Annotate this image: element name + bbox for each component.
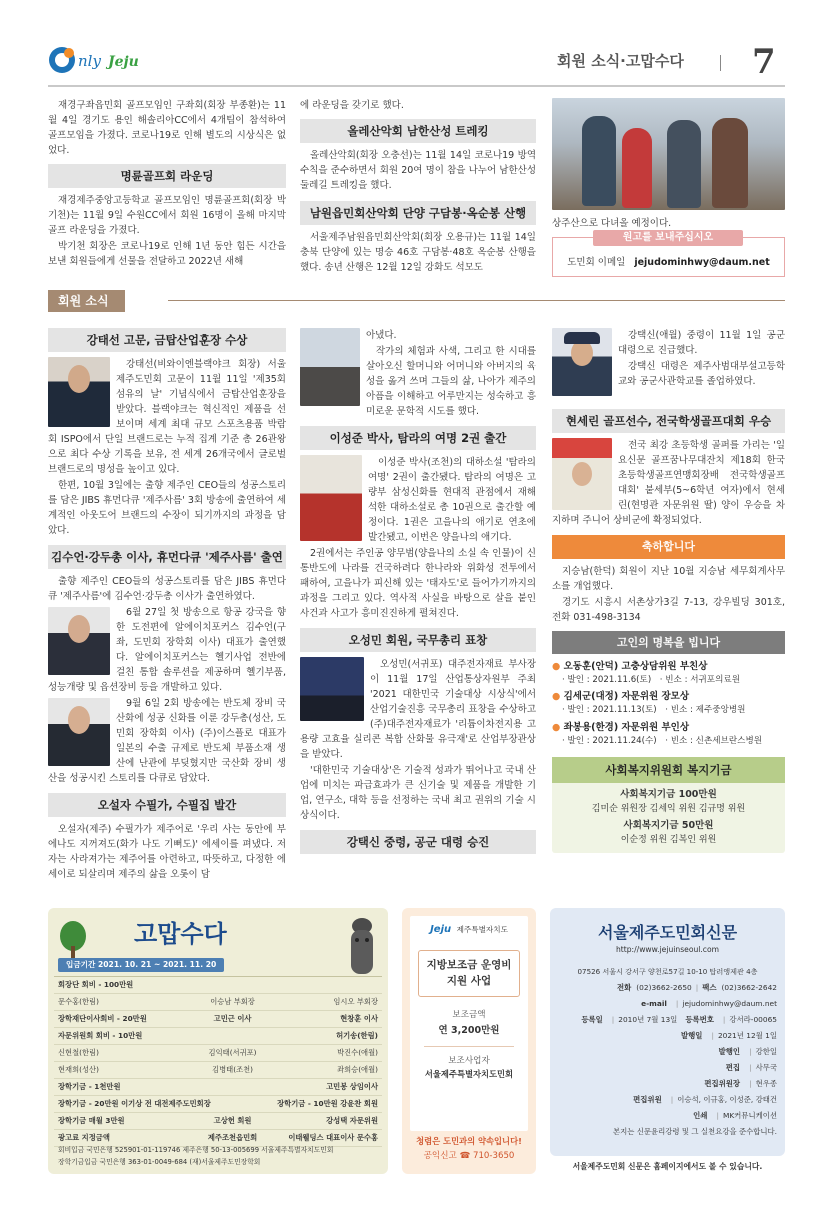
ad-slogan: 청렴은 도민과의 약속입니다!: [416, 1136, 522, 1146]
article-paragraph: 강택신(애월) 중령이 11월 1일 공군 대령으로 진급했다.: [618, 330, 785, 356]
ad-inner: [410, 916, 528, 1131]
article-title: 현세린 골프선수, 전국학생골프대회 우승: [552, 409, 785, 433]
article-paragraph: 서울제주남원읍민회산악회(회장 오용규)는 11월 14일 충북 단양에 있는 명승 46호 구담봉·48호 옥순봉 산행을 했다. 송년 산행은 12월 12일 강화도 석모도: [300, 232, 536, 274]
table-cell: 박진수(애월): [337, 1048, 378, 1057]
table-cell: 좌희승(애월): [337, 1065, 378, 1074]
article-title: 명륜골프회 라운딩: [48, 164, 286, 188]
table-cell: [281, 977, 378, 993]
table-row: [54, 1113, 382, 1130]
table-cell: 신현철(한림): [58, 1048, 99, 1057]
portrait-photo: [48, 698, 110, 766]
book-cover-photo: [300, 455, 362, 541]
email-row: e-mail | jejudominhwy@daum.net: [641, 999, 777, 1008]
ad-logo-row: [410, 922, 528, 938]
intro-paragraph: 에 라운딩을 갖기로 했다.: [300, 100, 404, 111]
ad-amount: 연 3,200만원: [438, 1024, 500, 1036]
svg-text:nly: nly: [78, 52, 101, 70]
table-cell: 문수홍(한림): [58, 997, 99, 1006]
header: [0, 0, 835, 90]
top-col-2: [300, 98, 536, 276]
table-cell: 회장단 회비 - 100만원: [58, 980, 134, 989]
obit-detail: · 발인 : 2021.11.6(토) · 빈소 : 서귀포의료원: [562, 674, 741, 685]
dolharubang-icon: [344, 916, 380, 976]
person-figure: [712, 118, 748, 208]
portrait-photo: [48, 607, 110, 675]
thanks-period: 입금기간 2021. 10. 21 ~ 2021. 11. 20: [58, 958, 224, 972]
intro-paragraph: 재경구좌읍민회 골프모임인 구좌회(회장 부종환)는 11월 4일 경기도 용인 해솔리아CC에서 4개팀이 참석하여 골프모임을 가졌다. 코로나19로 인해 별도의 시상식은 없었다.: [48, 100, 286, 156]
publisher-row: 발행인 | 강한일: [718, 1047, 777, 1056]
account-line: 장학기금입금 국민은행 363-01-0049-684 (재)서울제주도민장학회: [58, 1158, 261, 1166]
congrats-paragraph: 경기도 시흥시 서촌상가3길 7-13, 강우빌딩 301호, 전화 031-498-3134: [552, 596, 785, 623]
hiking-photo: [552, 98, 785, 210]
article-title: 남원읍민회산악회 단양 구담봉·옥순봉 산행: [300, 201, 536, 225]
welfare-box: [552, 757, 785, 854]
person-figure: [667, 120, 701, 208]
article-paragraph: 강태선(비와이엔블랙야크 회장) 서울제주도민회 고문이 11월 11일 '제35회 섬유의 날' 기념식에서 금탑산업훈장을 받았다. 블랙야크는 혁신적인 제품을 선보이며 세계 최대 규모 스포츠용품 박람회 ISPO에서 단일 브랜드로는 누적 집계 기준 총 26관왕으로 최다 수상 기록을 보유, 전 세계 26개국에서 글로벌 브랜드로의 명성을 높이고 있다.: [48, 359, 286, 476]
obit-detail: · 발인 : 2021.11.13(토) · 빈소 : 제주중앙병원: [562, 705, 746, 716]
face: [68, 365, 90, 393]
congrats-paragraph: 지승남(한덕) 회원이 지난 10월 지승남 세무회계사무소를 개업했다.: [552, 565, 785, 592]
paper-info-box: [550, 908, 785, 1156]
welfare-line1-label: 사회복지기금 100만원: [620, 788, 717, 800]
thanks-table: [54, 976, 382, 1147]
table-row: [54, 1011, 382, 1028]
article-paragraph: 재경제주중앙고등학교 골프모임인 명륜골프회(회장 박기천)는 11월 9일 수원CC에서 회원 16명이 올해 마지막 골프 라운딩을 가졌다.: [48, 195, 286, 237]
table-cell: 광고료 지정금액: [58, 1133, 110, 1142]
condolence-list: [552, 659, 785, 749]
table-cell: 장학기금 - 20만원 이기상 전 대전제주도민회장: [58, 1099, 211, 1108]
face: [68, 706, 90, 734]
obit-name: ● 오동훈(안덕) 고충상담위원 부친상: [552, 660, 708, 672]
table-row: [54, 1079, 382, 1096]
award-photo: [300, 657, 364, 721]
chief-editor-row: 편집위원장 | 현우종: [704, 1079, 777, 1088]
table-row: [54, 977, 382, 994]
table-cell: 장학기금 매월 3만원: [58, 1116, 125, 1125]
welfare-line2-label: 사회복지기금 50만원: [623, 820, 714, 832]
article-paragraph: 올레산악회(회장 오충선)는 11월 14일 코로나19 방역수칙을 준수하면서 회원 20여 명이 참을 나누어 남한산성 둘레길 트레킹을 했다.: [300, 150, 536, 192]
paper-url[interactable]: http://www.jejuinseoul.com: [615, 945, 720, 954]
table-cell: 허기송(한림): [336, 1031, 378, 1040]
table-cell: 제주조천읍민회: [207, 1133, 258, 1142]
welfare-title: 사회복지위원회 복지기금: [552, 757, 785, 783]
military-portrait-photo: [552, 328, 612, 396]
table-cell: 현재희(성산): [58, 1065, 99, 1074]
table-cell: 이승남 부회장: [210, 997, 255, 1006]
article-title: 김수언·강두총 이사, 휴먼다큐 '제주사름' 출연: [48, 545, 286, 569]
thanks-title: 고맙수다: [134, 920, 227, 948]
welfare-line1-names: 김미순 위원장 김세익 위원 김규명 위원: [591, 803, 746, 814]
list-item: [552, 689, 785, 718]
paper-footer: 서울제주도민회 신문은 홈페이지에서도 볼 수 있습니다.: [572, 1162, 763, 1171]
top-col-1: [48, 98, 286, 270]
table-row: [54, 1045, 382, 1062]
table-cell: 강성택 자문위원: [326, 1116, 378, 1125]
registration-row: 등록일 | 2010년 7월 13일 등록번호 | 강서라-00065: [581, 1015, 777, 1024]
table-cell: 김병태(조천): [212, 1065, 254, 1074]
main-col-2: [300, 328, 536, 859]
ad-org: 제주특별자치도: [456, 925, 508, 934]
person-figure: [582, 116, 616, 206]
person-figure: [622, 128, 652, 208]
golfer-photo: [552, 438, 612, 510]
print-row: 인쇄 | MK커뮤니케이션: [693, 1111, 777, 1120]
table-cell: 장학기금 - 1천만원: [58, 1082, 121, 1091]
bullet-icon: ●: [552, 691, 561, 703]
main-col-3: [552, 328, 785, 853]
pub-date-row: 발행일 | 2021년 12월 1일: [681, 1031, 777, 1040]
table-cell: 고민근 이사: [213, 1014, 252, 1023]
ad-divider: [424, 1046, 514, 1047]
book-cover-photo: [300, 328, 360, 406]
table-cell: 장학기금 - 10만원 강윤찬 회원: [277, 1099, 378, 1108]
logo-icon: [46, 40, 156, 80]
article-title: 강태선 고문, 금탑산업훈장 수상: [48, 328, 286, 352]
article-title: 이성준 박사, 탐라의 여명 2권 출간: [300, 426, 536, 450]
article-paragraph: 강택신 대령은 제주사범대부설고등학교와 공군사관학교를 졸업하였다.: [618, 361, 785, 387]
face: [572, 462, 592, 486]
congrats-title: 축하합니다: [552, 535, 785, 558]
table-cell: [184, 977, 281, 993]
table-cell: 김익태(서귀포): [208, 1048, 257, 1057]
ad-headline-2: 지원 사업: [446, 975, 492, 988]
email-address[interactable]: jejudominhwy@daum.net: [634, 257, 770, 268]
table-row: [54, 1062, 382, 1079]
article-title: 오성민 회원, 국무총리 표창: [300, 628, 536, 652]
article-paragraph: 박기천 회장은 코로나19로 인해 1년 동안 힘든 시간을 보낸 회원들에게 선물을 전달하고 2022년 새해: [48, 241, 286, 268]
top-col-3: [552, 98, 785, 277]
table-cell: 장학재단이사회비 - 20만원: [58, 1014, 147, 1023]
section-title: 회원 소식: [48, 290, 125, 312]
portrait-photo: [48, 357, 110, 427]
ethics-statement: 본지는 신문윤리강령 및 그 실천요강을 준수합니다.: [612, 1127, 777, 1136]
section-bar-line: [168, 300, 785, 301]
article-paragraph: 이성준 박사(조천)의 대하소설 '탐라의 여명' 2권이 출간됐다. 탐라의 여명은 고량부 삼성신화를 현대적 관점에서 재해석한 대하소설로 총 10권으로 출간할 예정이다. 1권은 고을나의 애기로 연초에 발간됐고, 이번은 양을나의 애기다.: [368, 457, 536, 544]
paper-title: 서울제주도민회신문: [597, 923, 738, 942]
header-divider: [720, 55, 721, 71]
obit-name: ● 좌봉용(한경) 자문위원 부인상: [552, 722, 690, 734]
ad-amount-label: 보조금액: [452, 1009, 486, 1020]
header-rule: [48, 85, 785, 87]
section-bar: [48, 290, 785, 312]
cap: [564, 332, 600, 344]
welfare-line2-names: 이순정 위원 김복인 위원: [620, 835, 717, 846]
editorial-members-row: 편집위원 | 이승석, 이규홍, 이성준, 강태건: [633, 1095, 777, 1104]
thanks-accounts: [58, 1144, 383, 1168]
ad-operator: 서울제주특별자치도민회: [424, 1069, 514, 1080]
logo: [46, 40, 156, 80]
article-paragraph: 한편, 10월 3일에는 출향 제주인 CEO들의 성공스토리를 담은 JIBS 휴먼다큐 '제주사름' 3회 방송에 출연하여 세계적인 아웃도어 브랜드의 수장이 되기까지의 과정을 담았다.: [48, 480, 286, 537]
table-cell: 이태웰딩스 대표이사 문수홍: [288, 1133, 378, 1142]
header-section-title: 회원 소식·고맙수다: [557, 52, 684, 70]
ad-hotline: 공익신고 ☎ 710-3650: [423, 1151, 515, 1161]
list-item: [552, 720, 785, 749]
table-cell: [184, 1079, 281, 1095]
article-paragraph: 2권에서는 주인공 양무범(양을나의 소실 속 인물)이 신통반도에 나라를 건국하려다 한나라와 위화성 전투에서 패하여, 고을나가 피신해 있는 '태자도'로 들어가기까지의 과정을 그리고 있다. 역사적 사실을 바탕으로 살을 붙인 사건과 사고가 흥미진진하게 펼쳐진다.: [300, 548, 536, 620]
submit-box: [552, 232, 785, 277]
article-title: 올레산악회 남한산성 트레킹: [300, 119, 536, 143]
article-title: 강택신 중령, 공군 대령 승진: [300, 830, 536, 854]
obit-name: ● 김세군(대정) 자문위원 장모상: [552, 691, 690, 703]
ad-operator-label: 보조사업자: [448, 1055, 490, 1066]
table-cell: 고상헌 회원: [213, 1116, 252, 1125]
article-paragraph: 작가의 체험과 사색, 그리고 한 시대를 살아오신 할머니와 어머니와 아버지의 육성을 옮겨 쓰며 그들의 삶, 나아가 제주의 아픔을 이해하고 어루만지는 성숙하고 흥미로운 문학적 시도를 했다.: [366, 346, 536, 417]
svg-text:Jeju: Jeju: [108, 54, 139, 70]
article-paragraph: 6월 27일 첫 방송으로 항공 강국을 향한 도전편에 알에이치포커스 김수언(구좌, 도민회 장학회 이사) 대표가 출연했다. 알에이치포커스는 헬기사업 전반에 걸친 통합 솔루션을 제공하며 헬기부품, 성능개량 및 읍션장비 등을 개발하고 있다.: [48, 607, 286, 694]
table-cell: 현창훈 이사: [340, 1014, 378, 1023]
ad-headline-box: [418, 950, 520, 997]
table-cell: 자문위원회 회비 - 10만원: [58, 1031, 143, 1040]
article-paragraph: 전국 최강 초등학생 골퍼를 가리는 '일요신문 골프꿈나무대잔치 제18회 한국초등학생골프연맹회장배 전국학생골프대회' 붙세부(5~6학년 여자)에서 현세린(현명관 자문위원 딸) 양이 우승을 차지하며 주니어 상비군에 확정되었다.: [552, 440, 785, 527]
table-cell: 고민봉 상임이사: [326, 1082, 378, 1091]
editor-row: 편집 | 사무국: [725, 1063, 777, 1072]
list-item: [552, 659, 785, 688]
ad-logo: Jeju: [430, 924, 452, 935]
email-label: 도민회 이메일: [567, 257, 626, 268]
continuation-text: 상주산으로 다녀올 예정이다.: [552, 218, 672, 229]
article-paragraph: 아냈다.: [366, 330, 397, 341]
phone-row: 전화 (02)3662-2650 | 팩스 (02)3662-2642: [617, 983, 777, 992]
ad-box: [402, 908, 536, 1174]
article-paragraph: 오성민(서귀포) 대주전자재료 부사장이 11월 17일 산업통상자원부 주최 '2021 대한민국 기술대상 시상식'에서 산업기술진흥 국무총리 표창을 수상하고 (주)대주전자재료가 '리튬이차전지용 고용량 고효율 실리콘 복합 산화물 유극재'로 산업부장관상을 받았다.: [300, 659, 536, 761]
article-paragraph: 출향 제주인 CEO들의 성공스토리를 담은 JIBS 휴먼다큐 '제주사름'에 김수언·강두총 이사가 출연하였다.: [48, 576, 286, 603]
main-col-1: [48, 328, 286, 883]
paper-details: [550, 964, 785, 1140]
table-row: [54, 1096, 382, 1113]
page-number: 7: [752, 42, 776, 82]
table-cell: 임시오 부회장: [333, 997, 378, 1006]
condolence-title: 고인의 명복을 빕니다: [552, 631, 785, 654]
submit-title: 원고를 보내주십시오: [593, 230, 743, 246]
article-paragraph: 오설자(제주) 수필가가 제주어로 '우리 사는 동안에 부에나도 지꺼져도(화가 나도 기뻐도)' 에세이를 펴냈다. 저자는 사라져가는 제주어를 아련하고, 따뜻하고, 다정한 에세이로 되살리며 제주의 삶을 오롯이 담: [48, 824, 286, 881]
article-paragraph: '대한민국 기술대상'은 기술적 성과가 뛰어나고 국내 산업에 미치는 파급효과가 큰 신기술 및 제품을 개발한 기업, 연구소, 대학 등을 선정하는 국내 최고 권위의 기술 시상식이다.: [300, 765, 536, 822]
face: [68, 615, 90, 643]
obit-detail: · 발인 : 2021.11.24(수) · 빈소 : 신촌세브란스병원: [562, 736, 763, 747]
submit-email-line: [553, 255, 784, 270]
table-row: [54, 1028, 382, 1045]
paper-address: 07526 서울시 강서구 양천로57길 10-10 탑러앵제관 4층: [577, 967, 758, 976]
table-cell: [184, 1028, 281, 1044]
table-cell: [211, 1096, 277, 1112]
article-paragraph: 9월 6일 2회 방송에는 반도체 장비 국산화에 성공 신화를 이룬 강두총(성산, 도민회 장학회 이사) (주)이스플로 대표가 일본의 수출 규제로 반도체 부품소재 생산에 난관에 부딪혔지만 국산화 장비 생산을 성공시킨 스토리를 다큐로 담았다.: [48, 698, 286, 785]
account-line: 회비입금 국민은행 525901-01-119746 제주은행 50-13-005699 서울제주특별자치도민회: [58, 1146, 334, 1154]
bullet-icon: ●: [552, 660, 561, 672]
table-row: [54, 994, 382, 1011]
ad-headline-1: 지방보조금 운영비: [426, 958, 512, 971]
bullet-icon: ●: [552, 722, 561, 734]
article-title: 오설자 수필가, 수필집 발간: [48, 793, 286, 817]
thanks-box: [48, 908, 388, 1174]
